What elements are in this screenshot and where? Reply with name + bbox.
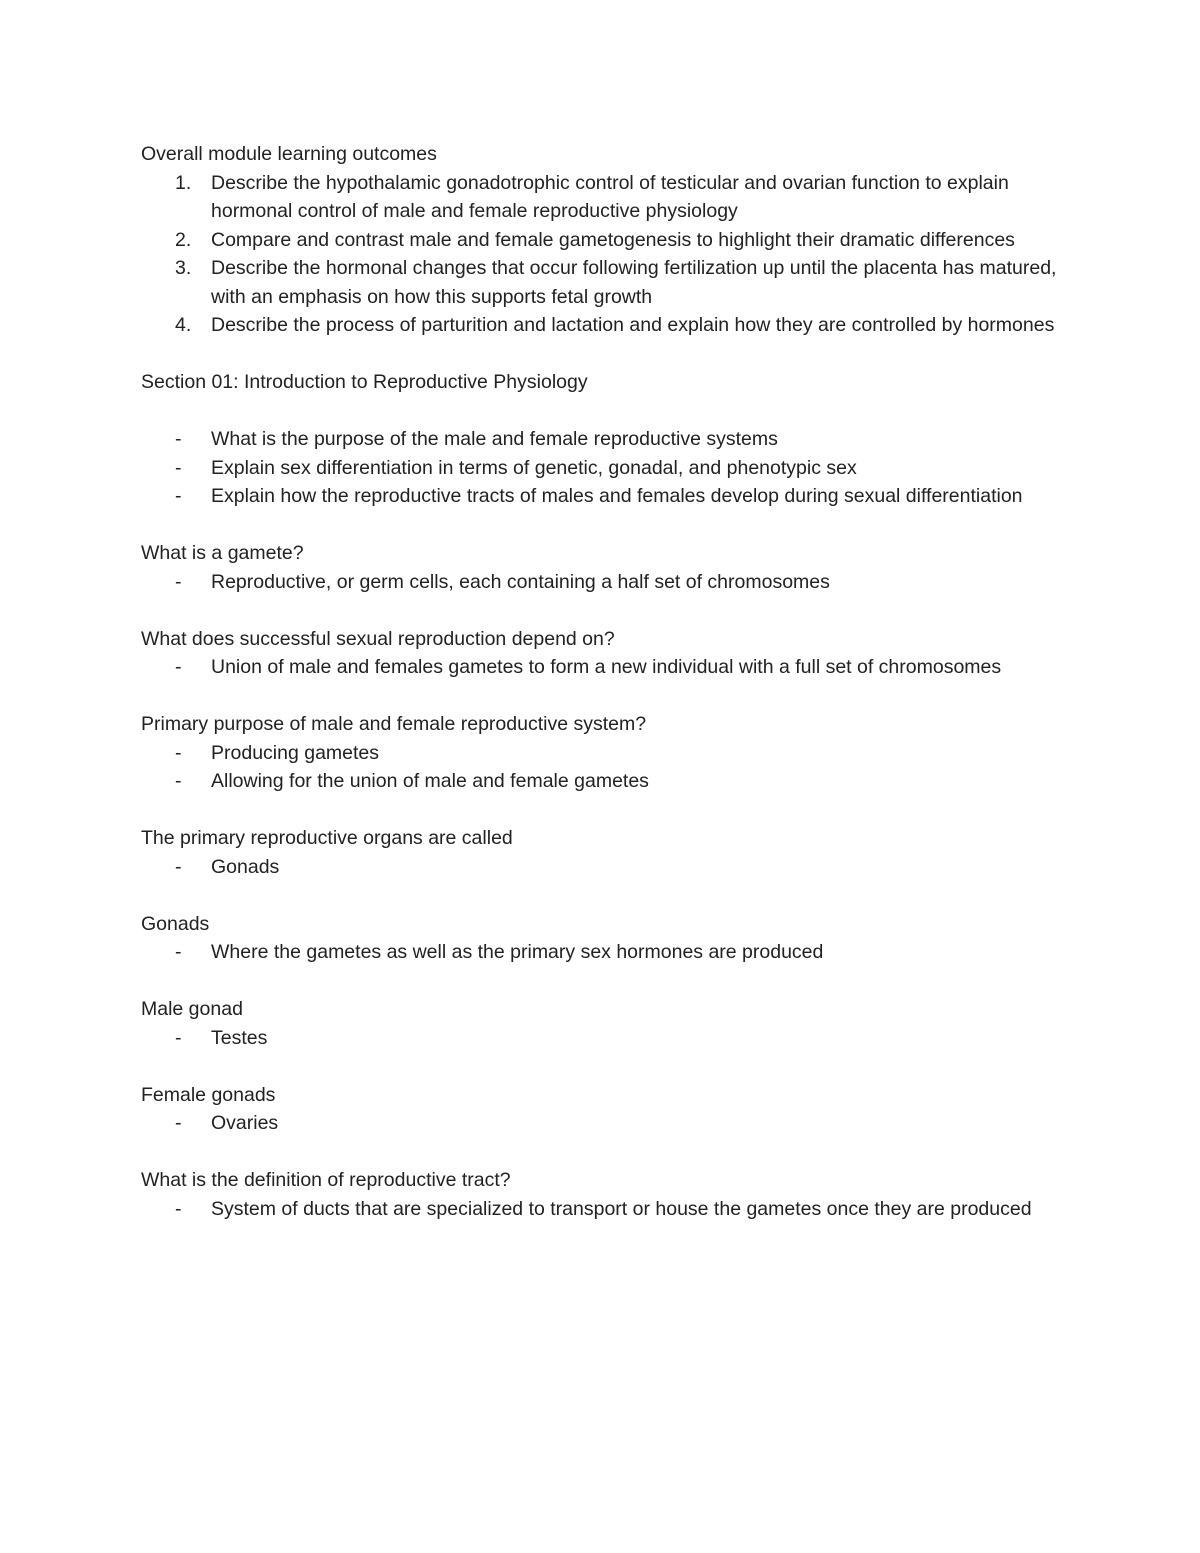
answer-text: Ovaries	[211, 1112, 279, 1134]
answer-text: Union of male and females gametes to form a new individual with a full set of chromosomes	[211, 656, 1002, 678]
answer-item	[141, 938, 1081, 967]
question-text: What does successful sexual reproduction depend on?	[141, 627, 615, 650]
list-number: 4.	[175, 314, 192, 336]
answer-item	[141, 853, 1081, 882]
answer-list	[141, 1195, 1081, 1224]
learning-outcome-text: Describe the hypothalamic gonadotrophic control of testicular and ovarian function to explain hormonal control of male and female reproductive physiology	[211, 171, 1009, 222]
learning-outcome-item	[141, 226, 1081, 255]
answer-item	[141, 568, 1081, 597]
question-text: Male gonad	[141, 998, 243, 1020]
bullet-dash: -	[175, 1112, 182, 1134]
bullet-dash: -	[175, 741, 182, 764]
spacer	[141, 967, 1081, 996]
spacer	[141, 881, 1081, 910]
answer-list	[141, 853, 1081, 882]
answer-item	[141, 1109, 1081, 1138]
answer-text: Gonads	[211, 855, 280, 878]
list-number: 2.	[175, 228, 192, 251]
section-objective-item	[141, 425, 1081, 454]
section-objective-text: Explain how the reproductive tracts of males and females develop during sexual differentiation	[211, 485, 1023, 507]
spacer	[141, 511, 1081, 540]
bullet-dash: -	[175, 1026, 182, 1049]
section-objective-item	[141, 482, 1081, 511]
bullet-dash: -	[175, 1197, 182, 1220]
section-objectives-list	[141, 425, 1081, 511]
answer-list	[141, 653, 1081, 682]
bullet-dash: -	[175, 485, 182, 507]
section-objective-text: What is the purpose of the male and female reproductive systems	[211, 428, 778, 450]
qa-block	[141, 625, 1081, 682]
answer-item	[141, 1024, 1081, 1053]
bullet-dash: -	[175, 656, 182, 678]
bullet-dash: -	[175, 456, 182, 479]
learning-outcome-text: Describe the hormonal changes that occur following fertilization up until the placenta has matured, with an emphasis on how this supports fetal growth	[211, 257, 1057, 308]
answer-text: Producing gametes	[211, 741, 380, 764]
qa-block	[141, 910, 1081, 967]
learning-outcome-item	[141, 169, 1081, 226]
answer-text: Reproductive, or germ cells, each containing a half set of chromosomes	[211, 570, 830, 593]
learning-outcome-item	[141, 311, 1081, 340]
qa-block	[141, 995, 1081, 1052]
section-heading: Section 01: Introduction to Reproductive Physiology	[141, 371, 588, 393]
learning-outcomes-heading: Overall module learning outcomes	[141, 143, 437, 165]
list-number: 1.	[175, 171, 192, 194]
spacer	[141, 682, 1081, 711]
answer-list	[141, 1024, 1081, 1053]
qa-block	[141, 1081, 1081, 1138]
answer-text: Where the gametes as well as the primary sex hormones are produced	[211, 941, 824, 963]
qa-block	[141, 539, 1081, 596]
spacer	[141, 397, 1081, 426]
answer-item	[141, 1195, 1081, 1224]
spacer	[141, 796, 1081, 825]
bullet-dash: -	[175, 770, 182, 792]
document-body	[141, 140, 1081, 1223]
answer-item	[141, 739, 1081, 768]
question-text: Primary purpose of male and female reproductive system?	[141, 713, 647, 735]
bullet-dash: -	[175, 570, 182, 593]
question-text: The primary reproductive organs are called	[141, 827, 513, 849]
qa-block	[141, 1166, 1081, 1223]
bullet-dash: -	[175, 855, 182, 878]
answer-list	[141, 1109, 1081, 1138]
answer-list	[141, 938, 1081, 967]
answer-text: System of ducts that are specialized to transport or house the gametes once they are produced	[211, 1197, 1032, 1220]
spacer	[141, 1052, 1081, 1081]
answer-text: Allowing for the union of male and female gametes	[211, 770, 649, 792]
spacer	[141, 340, 1081, 369]
question-text: What is a gamete?	[141, 542, 304, 564]
learning-outcomes-block	[141, 140, 1081, 340]
learning-outcomes-list	[141, 169, 1081, 340]
answer-list	[141, 739, 1081, 796]
qa-block	[141, 710, 1081, 796]
section-objective-text: Explain sex differentiation in terms of genetic, gonadal, and phenotypic sex	[211, 456, 857, 479]
list-number: 3.	[175, 257, 192, 279]
answer-list	[141, 568, 1081, 597]
answer-item	[141, 767, 1081, 796]
learning-outcome-item	[141, 254, 1081, 311]
spacer	[141, 1138, 1081, 1167]
answer-item	[141, 653, 1081, 682]
answer-text: Testes	[211, 1026, 268, 1049]
bullet-dash: -	[175, 941, 182, 963]
learning-outcome-text: Describe the process of parturition and lactation and explain how they are controlled by hormones	[211, 314, 1055, 336]
question-text: What is the definition of reproductive tract?	[141, 1169, 511, 1191]
bullet-dash: -	[175, 428, 182, 450]
qa-block	[141, 824, 1081, 881]
question-text: Gonads	[141, 912, 210, 935]
section-objective-item	[141, 454, 1081, 483]
spacer	[141, 596, 1081, 625]
question-text: Female gonads	[141, 1083, 276, 1106]
section-block	[141, 368, 1081, 511]
learning-outcome-text: Compare and contrast male and female gametogenesis to highlight their dramatic differences	[211, 228, 1015, 251]
